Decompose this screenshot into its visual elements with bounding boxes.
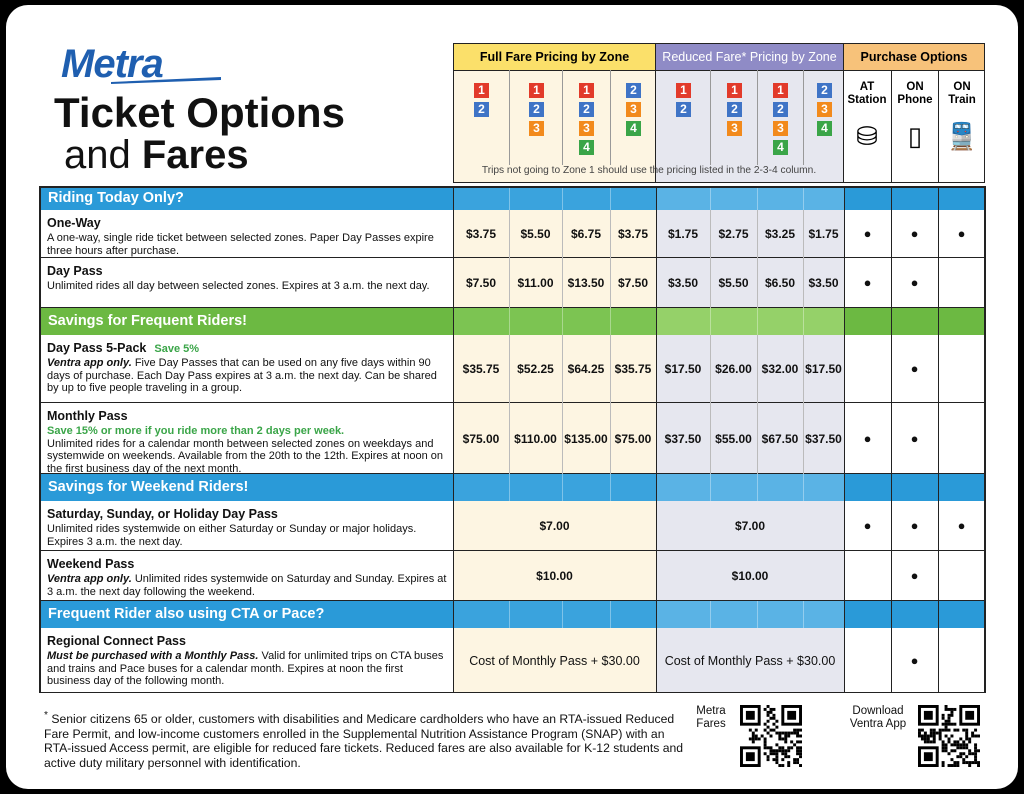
purchase-col-line1: ON (906, 81, 924, 93)
section-band (453, 474, 509, 501)
fare-description-emphasis: Ventra app only. (47, 357, 132, 369)
section-band-divider (562, 601, 563, 628)
fare-price: $26.00 (715, 362, 752, 376)
fare-price: $17.50 (664, 362, 702, 376)
purchase-options-header (843, 43, 985, 183)
fare-price: $13.50 (567, 276, 605, 290)
fare-card (6, 5, 1018, 789)
zone-badge-2: 2 (773, 102, 788, 117)
fare-name: Day Pass (47, 264, 103, 278)
fare-price: $7.50 (617, 276, 649, 290)
zone-badge-2: 2 (676, 102, 691, 117)
purchase-available-dot: ● (910, 361, 919, 376)
section-header: Savings for Frequent Riders! (39, 308, 985, 335)
section-band-divider (757, 186, 758, 210)
fare-price: $135.00 (564, 431, 608, 446)
section-band (656, 601, 710, 628)
section-band (803, 601, 844, 628)
fare-price: $37.50 (664, 431, 702, 446)
logo-swoosh-icon (111, 75, 221, 85)
fare-name: Weekend Pass (47, 557, 135, 571)
section-band-divider (710, 186, 711, 210)
footnote-text: Senior citizens 65 or older, customers with disabilities and Medicare cardholders who have an RTA-issued Reduced Fare Permit, and low-income customers enrolled in the Supplemental Nutrition Assistance Program (SNAP) with an RTA-issued Access permit, are eligible for reduced fare tickets. Reduced fares are also available for K-12 students and active duty military personnel with identification. (44, 712, 684, 770)
purchase-col-line2: Station (847, 94, 887, 106)
zone-badge-1: 1 (727, 83, 742, 98)
fare-description (47, 438, 447, 476)
section-band-divider (562, 474, 563, 501)
fare-price: $75.00 (462, 431, 500, 446)
section-band (803, 308, 844, 335)
section-band (453, 186, 509, 210)
zone-badge-3: 3 (626, 102, 641, 117)
section-band (710, 601, 757, 628)
section-band-divider (562, 186, 563, 210)
zone-divider (803, 70, 804, 165)
purchase-available-dot: ● (863, 430, 872, 446)
zone-badge-2: 2 (579, 102, 594, 117)
zone-badge-2: 2 (817, 83, 832, 98)
fare-price: $52.25 (517, 362, 554, 376)
section-band (610, 308, 656, 335)
section-band (610, 474, 656, 501)
section-band-divider (509, 308, 510, 335)
fare-row-info (47, 214, 447, 257)
fare-description (47, 232, 447, 257)
fare-description (47, 523, 447, 548)
section-band-divider (803, 308, 804, 335)
section-band (610, 601, 656, 628)
fare-price: $35.75 (614, 362, 652, 376)
zone-badge-4: 4 (579, 140, 594, 155)
zone-badge-4: 4 (626, 121, 641, 136)
fare-description-text: Unlimited rides systemwide on either Saturday or Sunday or major holidays. Expires 3 a.m. the next day. (47, 523, 417, 548)
purchase-available-dot: ● (910, 430, 919, 446)
section-band-divider (509, 474, 510, 501)
purchase-available-dot: ● (957, 226, 966, 241)
fare-price: $3.50 (667, 276, 699, 290)
zone-divider (710, 70, 711, 165)
zone-badge-4: 4 (773, 140, 788, 155)
section-band (509, 186, 562, 210)
purchase-available-dot: ● (957, 518, 966, 533)
section-band-divider (509, 601, 510, 628)
qr-label-line2: Ventra App (849, 718, 907, 730)
savings-note: Save 15% or more if you ride more than 2 days per week. (47, 425, 345, 437)
section-band (710, 186, 757, 210)
fare-name: Monthly Pass (47, 409, 128, 423)
title-fares-text: Fares (141, 133, 249, 177)
section-header: Riding Today Only? (39, 186, 985, 210)
section-band-divider (710, 601, 711, 628)
zone-badge-3: 3 (727, 121, 742, 136)
purchase-available-dot: ● (863, 518, 872, 533)
fare-row-info (47, 632, 447, 688)
fare-name: Regional Connect Pass (47, 634, 186, 648)
fare-row-info (47, 505, 447, 548)
fare-price: $7.50 (465, 276, 497, 290)
fare-price: $1.75 (667, 227, 699, 241)
fare-description-emphasis: Must be purchased with a Monthly Pass. (47, 650, 259, 662)
purchase-available-dot: ● (910, 518, 919, 533)
qr-label-metra-fares (686, 705, 736, 731)
fare-description-text: A one-way, single ride ticket between selected zones. Paper Day Passes expire three hours after purchase. (47, 232, 434, 257)
zone-note: Trips not going to Zone 1 should use the pricing listed in the 2-3-4 column. (481, 165, 817, 176)
train-conductor-icon: 🚆 (945, 121, 979, 151)
purchase-available-dot: ● (910, 275, 919, 290)
fare-price: $2.75 (718, 227, 749, 241)
fare-price: $3.75 (465, 227, 497, 241)
zone-badge-2: 2 (727, 102, 742, 117)
fare-description-text: Valid for unlimited trips on CTA buses and trains and Pace buses for a calendar month. Expires at noon the first business day of the following month. (47, 650, 444, 687)
fare-description (47, 573, 447, 598)
footnote (44, 709, 684, 770)
section-band (610, 186, 656, 210)
purchase-options-header-label: Purchase Options (844, 44, 984, 71)
fare-name: Day Pass 5-Pack (47, 341, 147, 355)
fare-price-full: $7.00 (539, 519, 570, 533)
fare-price: $11.00 (517, 276, 554, 290)
fare-price: $17.50 (805, 362, 842, 376)
zone-divider (562, 70, 563, 165)
zone-badge-3: 3 (579, 121, 594, 136)
section-header: Savings for Weekend Riders! (39, 474, 985, 501)
zone-badge-3: 3 (529, 121, 544, 136)
table-right-border (984, 186, 986, 693)
purchase-col-label (892, 81, 938, 107)
fare-price: $75.00 (614, 431, 652, 446)
qr-code-icon[interactable] (918, 705, 980, 767)
qr-label-line2: Fares (696, 718, 726, 730)
section-header: Frequent Rider also using CTA or Pace? (39, 601, 985, 628)
fare-description-text: Unlimited rides systemwide on Saturday and Sunday. Expires at 3 a.m. the next day following the weekend. (47, 573, 447, 598)
fare-price: $3.75 (617, 227, 649, 241)
footnote-star: * (44, 710, 48, 721)
zone-divider (509, 70, 510, 165)
fare-description-text: Five Day Passes that can be used on any five days within 90 days of purchase. Each Day Pass expires at 3 a.m. the next day. Can be shared by up to five people traveling in a group. (47, 357, 437, 394)
section-band (803, 474, 844, 501)
fare-price: $67.50 (761, 431, 799, 446)
fare-price: $3.50 (808, 276, 839, 290)
section-band (757, 601, 803, 628)
savings-note: Save 5% (154, 343, 200, 355)
qr-code-icon[interactable] (740, 705, 802, 767)
section-band (562, 308, 610, 335)
purchase-available-dot: ● (910, 652, 919, 668)
title-and-text: and (64, 133, 142, 177)
section-band (757, 474, 803, 501)
purchase-available-dot: ● (910, 226, 919, 241)
section-band (710, 308, 757, 335)
column-divider (938, 186, 939, 693)
fare-price: $6.50 (764, 276, 796, 290)
fare-price: $110.00 (514, 431, 557, 446)
page-title-line2 (64, 134, 249, 176)
zone-badge-2: 2 (474, 102, 489, 117)
purchase-col-line1: ON (953, 81, 971, 93)
fare-name: One-Way (47, 216, 101, 230)
zone-badge-3: 3 (773, 121, 788, 136)
section-band (453, 601, 509, 628)
fare-price: $64.25 (567, 362, 605, 376)
fare-price: $5.50 (520, 227, 551, 241)
ticket-machine-icon: ⛁ (856, 121, 878, 151)
section-band-divider (610, 308, 611, 335)
purchase-col-label (939, 81, 985, 107)
section-band (656, 474, 710, 501)
purchase-col-line2: Phone (897, 94, 933, 106)
section-band (509, 474, 562, 501)
fare-price: $1.75 (808, 227, 839, 241)
section-band-divider (803, 474, 804, 501)
fare-price-reduced: $10.00 (731, 569, 769, 583)
section-band (562, 601, 610, 628)
zone-badge-4: 4 (817, 121, 832, 136)
zone-badge-1: 1 (474, 83, 489, 98)
purchase-col-label (844, 81, 890, 107)
fare-price-full: $10.00 (536, 569, 573, 583)
fare-row-info (47, 407, 447, 475)
zone-badge-2: 2 (529, 102, 544, 117)
section-band (757, 308, 803, 335)
section-band (803, 186, 844, 210)
section-band (453, 308, 509, 335)
zone-divider (610, 70, 611, 165)
phone-icon: ▯ (907, 121, 923, 151)
section-band-divider (562, 308, 563, 335)
purchase-col-line2: Train (948, 94, 976, 106)
section-band-divider (710, 308, 711, 335)
section-band-divider (710, 474, 711, 501)
zone-badge-1: 1 (773, 83, 788, 98)
qr-label-line1: Download (852, 705, 904, 717)
qr-label-ventra-app (838, 705, 918, 731)
fare-description (47, 280, 447, 293)
zone-divider (757, 70, 758, 165)
fare-price: $55.00 (715, 431, 752, 446)
zone-badge-1: 1 (529, 83, 544, 98)
fare-row-info (47, 339, 447, 395)
metra-logo: Metra (61, 42, 163, 86)
purchase-available-dot: ● (863, 226, 872, 241)
fare-price: $5.50 (718, 276, 749, 290)
fare-description (47, 650, 447, 688)
section-band (656, 186, 710, 210)
fare-price: $3.25 (764, 227, 796, 241)
section-band-divider (803, 601, 804, 628)
section-band-divider (610, 601, 611, 628)
section-band-divider (757, 601, 758, 628)
fare-description-emphasis: Ventra app only. (47, 573, 132, 585)
fare-price-reduced: $7.00 (734, 519, 766, 533)
table-left-border (39, 186, 41, 693)
section-band (710, 474, 757, 501)
purchase-col-line1: AT (859, 81, 875, 93)
section-band (656, 308, 710, 335)
fare-price-reduced: Cost of Monthly Pass + $30.00 (664, 653, 836, 668)
purchase-available-dot: ● (863, 275, 872, 290)
reduced-fare-header-label: Reduced Fare* Pricing by Zone (656, 44, 843, 71)
fare-row-info (47, 555, 447, 598)
fare-name: Saturday, Sunday, or Holiday Day Pass (47, 507, 278, 521)
section-band (562, 186, 610, 210)
section-band-divider (757, 474, 758, 501)
section-band-divider (803, 186, 804, 210)
zone-badge-1: 1 (579, 83, 594, 98)
page-title-line1: Ticket Options (54, 89, 345, 136)
section-band-divider (610, 474, 611, 501)
section-band-divider (509, 186, 510, 210)
zone-badge-3: 3 (817, 102, 832, 117)
fare-row-info (47, 262, 447, 293)
purchase-available-dot: ● (910, 568, 919, 583)
fare-price: $35.75 (462, 362, 500, 376)
fare-description-text: Unlimited rides for a calendar month between selected zones on weekdays and systemwide on weekends. Available from the 20th to the 12th. Expires at noon on the first business day of the next month. (47, 437, 444, 475)
full-fare-header-label: Full Fare Pricing by Zone (454, 44, 655, 71)
section-band (562, 474, 610, 501)
section-band-divider (610, 186, 611, 210)
section-band-divider (757, 308, 758, 335)
section-band (509, 308, 562, 335)
qr-label-line1: Metra (696, 705, 726, 717)
section-band (509, 601, 562, 628)
zone-badge-2: 2 (626, 83, 641, 98)
fare-price: $37.50 (805, 431, 842, 446)
fare-price-full: Cost of Monthly Pass + $30.00 (469, 653, 640, 668)
fare-description (47, 357, 447, 395)
fare-price: $32.00 (761, 362, 799, 376)
fare-price: $6.75 (570, 227, 602, 241)
fare-description-text: Unlimited rides all day between selected zones. Expires at 3 a.m. the next day. (47, 280, 430, 292)
section-band (757, 186, 803, 210)
zone-badge-1: 1 (676, 83, 691, 98)
